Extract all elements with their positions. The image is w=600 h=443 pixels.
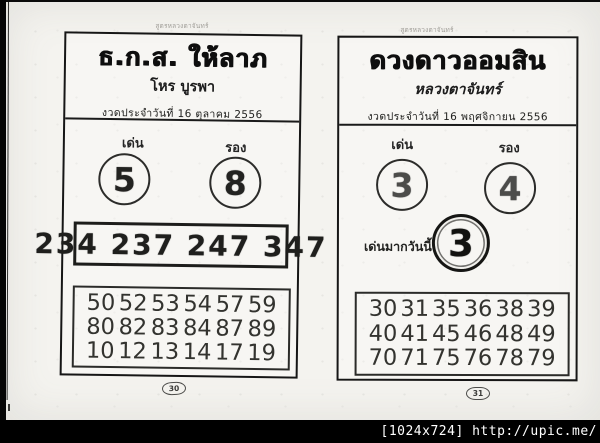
scan-edge-left xyxy=(0,0,6,443)
right-main-digit-label: เด่น xyxy=(391,137,414,153)
pair-number: 38 xyxy=(495,296,525,323)
right-page-title: ดวงดาวออมสิน xyxy=(369,45,547,76)
left-page-title: ธ.ก.ส. ให้ลาภ xyxy=(98,41,268,74)
pair-row xyxy=(86,313,277,343)
pair-number: 41 xyxy=(400,320,430,347)
pair-number: 45 xyxy=(431,320,461,347)
pair-number: 39 xyxy=(527,296,556,323)
scan-edge-top xyxy=(0,0,600,2)
pair-number: 76 xyxy=(463,345,493,372)
pair-number: 75 xyxy=(431,345,461,372)
left-page-draw-date: งวดประจำวันที่ 16 ตุลาคม 2556 xyxy=(101,106,263,121)
pair-number: 12 xyxy=(118,337,148,365)
left-main-digit-circle: 5 xyxy=(98,153,151,206)
left-main-digit-label: เด่น xyxy=(121,136,144,152)
pair-number: 49 xyxy=(526,320,556,347)
pair-number: 46 xyxy=(463,320,493,347)
running-head-right: สูตรหลวงตาจันทร์ xyxy=(400,26,454,34)
left-page-number-badge: 30 xyxy=(162,382,186,396)
left-secondary-digit-circle: 8 xyxy=(209,156,262,209)
pair-number: 48 xyxy=(495,320,525,347)
left-page xyxy=(34,31,328,378)
pair-number: 87 xyxy=(215,315,245,342)
pair-number: 10 xyxy=(85,337,115,364)
pair-number: 83 xyxy=(150,314,180,341)
left-pair-grid xyxy=(72,285,291,370)
pair-number: 40 xyxy=(368,320,398,347)
right-secondary-digit-label: รอง xyxy=(498,141,520,157)
pair-row xyxy=(86,289,277,319)
left-secondary-digit-label: รอง xyxy=(225,140,247,156)
pair-number: 17 xyxy=(214,339,244,366)
pair-number: 71 xyxy=(400,345,429,372)
pair-number: 78 xyxy=(495,345,524,372)
left-page-header xyxy=(65,33,300,122)
pair-number: 70 xyxy=(368,345,398,372)
scan-artifact-mark xyxy=(8,404,10,411)
image-host-url: [1024x724] http://upic.me/ xyxy=(380,424,597,439)
right-page-header xyxy=(339,38,576,127)
right-main-digit-circle: 3 xyxy=(376,159,428,211)
hot-digit-label: เด่นมากวันนี้ xyxy=(363,238,432,254)
hot-digit-circle: 3 xyxy=(432,214,490,272)
pair-number: 79 xyxy=(526,345,556,372)
right-page xyxy=(337,36,579,382)
image-host-footer-bar xyxy=(0,420,600,443)
pair-number: 13 xyxy=(150,338,180,365)
pair-number: 80 xyxy=(86,313,116,340)
right-page-subtitle: หลวงตาจันทร์ xyxy=(414,81,502,98)
pair-number: 82 xyxy=(118,313,148,341)
pair-number: 89 xyxy=(247,315,277,343)
pair-number: 57 xyxy=(215,291,245,318)
pair-row xyxy=(369,347,556,370)
right-pair-grid xyxy=(355,292,570,377)
left-three-digit-sets-box: 234 237 247 347 xyxy=(73,222,289,269)
pair-number: 36 xyxy=(463,296,493,323)
pair-row xyxy=(368,295,556,323)
pair-number: 59 xyxy=(247,291,277,319)
right-page-draw-date: งวดประจำวันที่ 16 พฤศจิกายน 2556 xyxy=(367,110,548,123)
pair-number: 35 xyxy=(432,296,461,323)
running-head-left: สูตรหลวงตาจันทร์ xyxy=(155,22,209,30)
pair-number: 14 xyxy=(182,338,212,366)
pair-number: 31 xyxy=(400,295,430,323)
right-page-number-badge: 31 xyxy=(466,387,490,400)
right-secondary-digit-circle: 4 xyxy=(484,162,536,214)
pair-row xyxy=(85,337,277,367)
pair-row xyxy=(368,320,556,347)
pair-number: 54 xyxy=(183,290,213,318)
pair-number: 50 xyxy=(86,289,116,316)
pair-number: 53 xyxy=(150,290,180,317)
pair-number: 84 xyxy=(182,314,212,342)
pair-number: 30 xyxy=(368,295,398,322)
left-page-subtitle: โหร บูรพา xyxy=(150,78,216,96)
pair-number: 19 xyxy=(247,339,277,367)
pair-number: 52 xyxy=(118,289,148,317)
